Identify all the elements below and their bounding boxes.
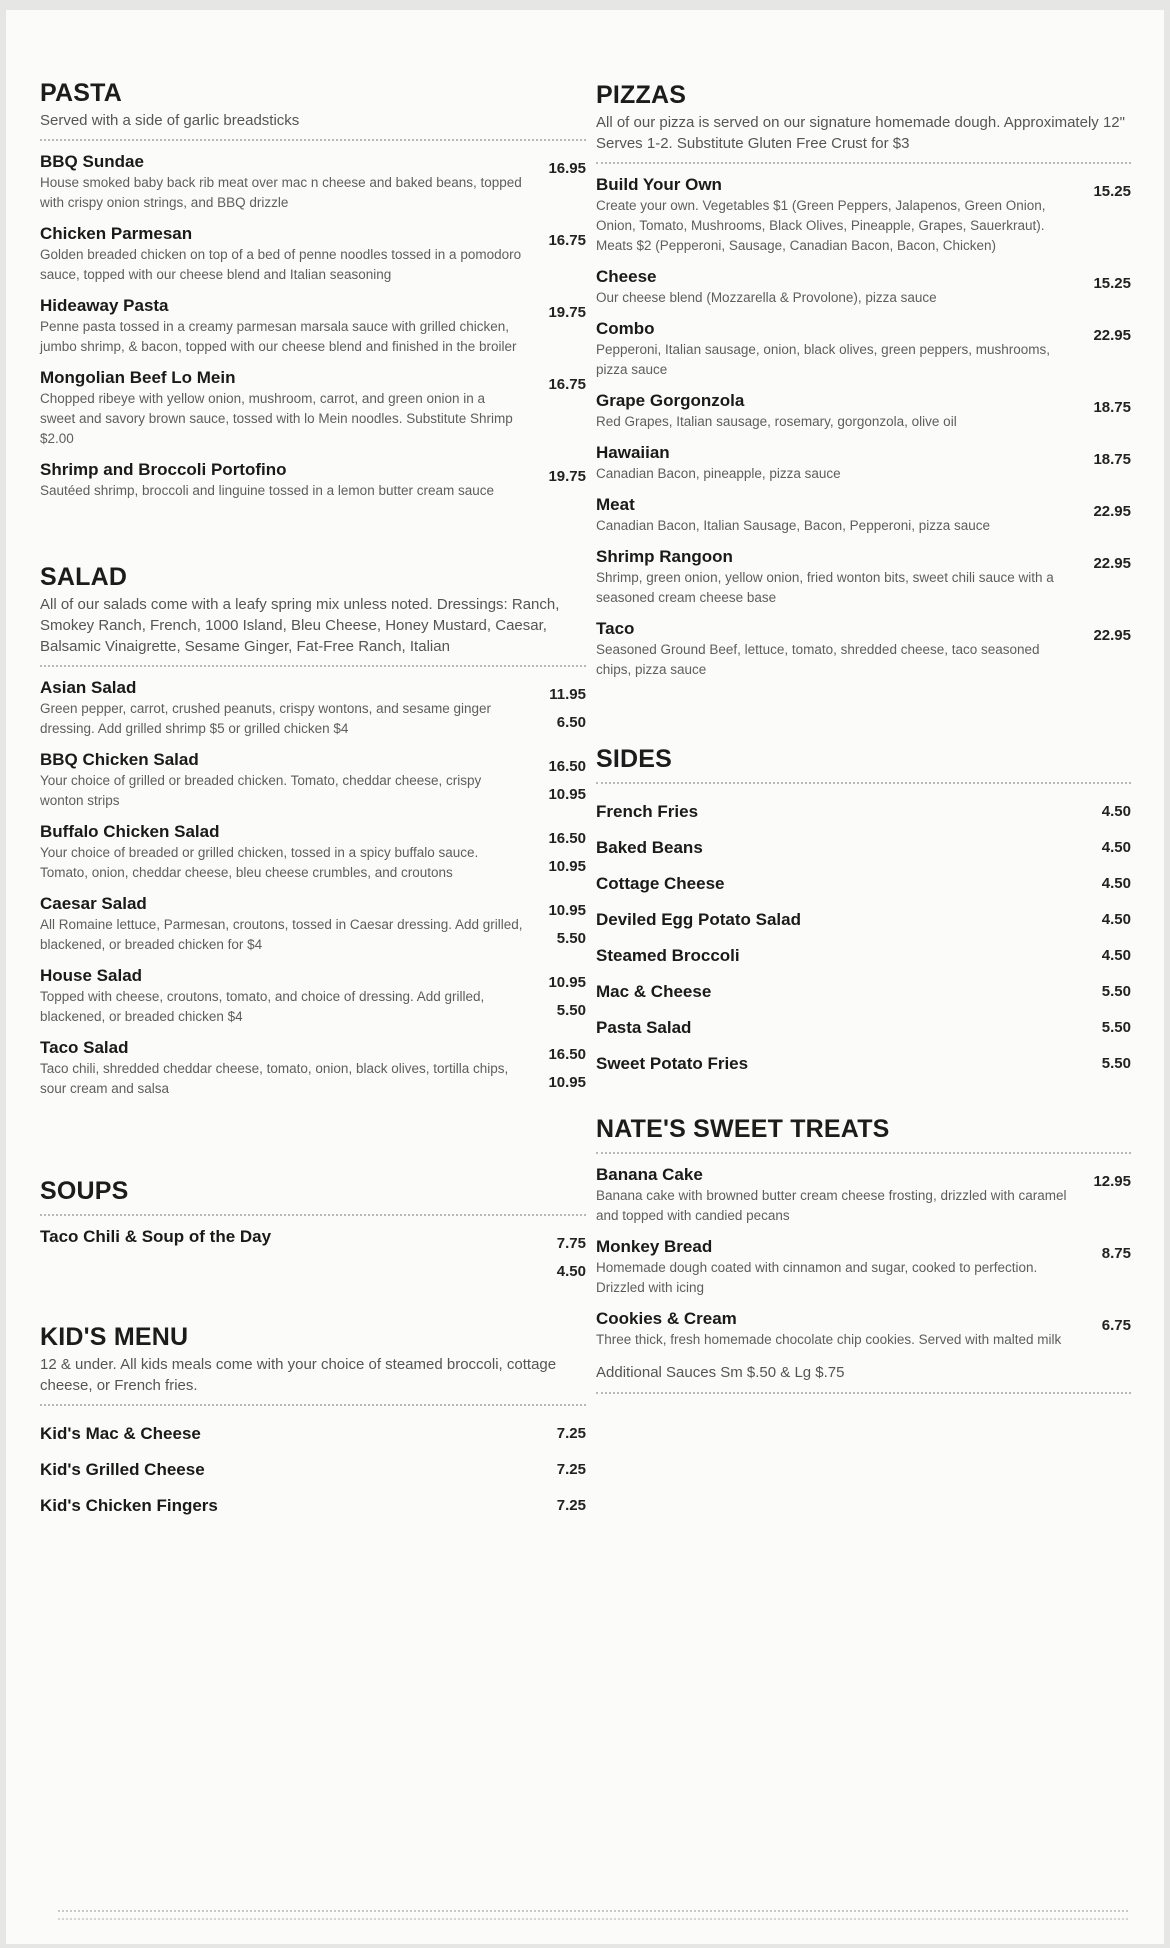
menu-item (40, 821, 586, 883)
price-stack (1093, 1168, 1131, 1196)
menu-item (596, 902, 1131, 938)
item-name: Mac & Cheese (596, 982, 712, 1001)
item-price: 22.95 (1093, 627, 1131, 644)
item-price: 16.75 (548, 232, 586, 249)
section-description: 12 & under. All kids meals come with your choice of steamed broccoli, cottage cheese, or French fries. (40, 1356, 557, 1394)
menu-sheet (6, 10, 1164, 1944)
item-description: Your choice of breaded or grilled chicken, tossed in a spicy buffalo sauce. Tomato, onion, cheddar cheese, bleu cheese crumbles, and croutons (40, 845, 479, 880)
item-price: 4.50 (1101, 911, 1131, 928)
price-stack (1093, 446, 1131, 474)
menu-item (596, 866, 1131, 902)
item-name: Kid's Mac & Cheese (40, 1424, 201, 1443)
price-stack (1093, 550, 1131, 578)
item-description: Pepperoni, Italian sausage, onion, black olives, green peppers, mushrooms, pizza sauce (596, 342, 1051, 377)
menu-item (596, 318, 1131, 380)
price-stack (1102, 978, 1131, 1006)
item-price: 6.75 (1101, 1317, 1131, 1334)
item-price: 16.75 (548, 376, 586, 393)
bottom-divider (58, 1910, 1128, 1912)
item-price-small: 10.95 (548, 1074, 586, 1091)
item-price: 12.95 (1093, 1173, 1131, 1190)
item-price: 19.75 (548, 468, 586, 485)
divider (40, 139, 586, 141)
price-stack (1093, 498, 1131, 526)
item-price: 4.50 (1101, 947, 1131, 964)
item-description: Green pepper, carrot, crushed peanuts, crispy wontons, and sesame ginger dressing. Add grilled shrimp $5 or grilled chicken $4 (40, 701, 492, 736)
item-price: 4.50 (1101, 875, 1131, 892)
item-description: Canadian Bacon, Italian Sausage, Bacon, Pepperoni, pizza sauce (596, 518, 991, 533)
price-stack (1102, 1240, 1131, 1268)
soups-section (40, 1176, 586, 1280)
divider (596, 1152, 1131, 1154)
item-description: Penne pasta tossed in a creamy parmesan marsala sauce with grilled chicken, jumbo shrimp, & bacon, topped with our cheese blend and finished in the broiler (40, 319, 517, 354)
item-name: Shrimp Rangoon (596, 547, 733, 566)
price-stack (1093, 394, 1131, 422)
section-title: SIDES (596, 745, 673, 773)
menu-item (596, 546, 1131, 608)
item-name: Sweet Potato Fries (596, 1054, 749, 1073)
menu-item (596, 1308, 1131, 1350)
menu-item (40, 223, 586, 285)
item-price-small: 10.95 (548, 786, 586, 803)
menu-item (40, 677, 586, 739)
item-name: Taco Salad (40, 1038, 129, 1057)
item-description: Seasoned Ground Beef, lettuce, tomato, shredded cheese, taco seasoned chips, pizza sauce (596, 642, 1040, 677)
item-price: 7.25 (556, 1425, 586, 1442)
item-name: Cheese (596, 267, 657, 286)
item-description: Your choice of grilled or breaded chicken. Tomato, cheddar cheese, crispy wonton strips (40, 773, 482, 808)
price-stack (1102, 942, 1131, 970)
price-stack (1102, 1312, 1131, 1340)
item-description: Homemade dough coated with cinnamon and sugar, cooked to perfection. Drizzled with icing (596, 1260, 1038, 1295)
price-stack (1093, 178, 1131, 206)
item-price: 4.50 (1101, 839, 1131, 856)
item-name: Caesar Salad (40, 894, 147, 913)
item-name: Buffalo Chicken Salad (40, 822, 220, 841)
item-price: 15.25 (1093, 275, 1131, 292)
price-stack (548, 371, 586, 399)
item-price: 15.25 (1093, 183, 1131, 200)
item-description: Taco chili, shredded cheddar cheese, tomato, onion, black olives, tortilla chips, sour cream and salsa (40, 1061, 509, 1096)
menu-item (40, 367, 586, 449)
item-price: 16.50 (548, 758, 586, 775)
item-price: 8.75 (1101, 1245, 1131, 1262)
item-description: Topped with cheese, croutons, tomato, and choice of dressing. Add grilled, blackened, or breaded chicken $4 (40, 989, 485, 1024)
soups-items (40, 1226, 586, 1280)
item-description: Sautéed shrimp, broccoli and linguine tossed in a lemon butter cream sauce (40, 483, 495, 498)
item-price: 22.95 (1093, 503, 1131, 520)
item-price: 5.50 (1101, 1019, 1131, 1036)
item-price: 11.95 (549, 686, 586, 703)
menu-item (40, 1037, 586, 1099)
price-stack (1102, 798, 1131, 826)
menu-item (596, 174, 1131, 256)
item-price: 7.25 (556, 1461, 586, 1478)
menu-item (40, 459, 586, 501)
item-name: Grape Gorgonzola (596, 391, 745, 410)
item-name: Meat (596, 495, 635, 514)
item-description: Create your own. Vegetables $1 (Green Peppers, Jalapenos, Green Onion, Onion, Tomato, Mushrooms, Black Olives, Pineapple, Grapes, Sauerkraut). Meats $2 (Pepperoni, Sausage, Canadian Bacon, Bacon, Chicken) (596, 198, 1046, 253)
divider (40, 665, 586, 667)
divider (596, 782, 1131, 784)
item-name: Asian Salad (40, 678, 137, 697)
item-name: Hideaway Pasta (40, 296, 169, 315)
menu-item (40, 1488, 586, 1524)
item-price: 10.95 (548, 902, 586, 919)
item-price: 10.95 (548, 974, 586, 991)
menu-item (40, 1452, 586, 1488)
section-title: PIZZAS (596, 81, 687, 109)
item-name: BBQ Sundae (40, 152, 144, 171)
item-name: Mongolian Beef Lo Mein (40, 368, 236, 387)
price-stack (548, 463, 586, 491)
price-stack (548, 227, 586, 255)
section-description: All of our salads come with a leafy spring mix unless noted. Dressings: Ranch, Smokey Ranch, French, 1000 Island, Bleu Cheese, Honey Mustard, Caesar, Balsamic Vinaigrette, Sesame Ginger, Fat-Free Ranch, Italian (40, 596, 560, 655)
sides-items (596, 794, 1131, 1082)
item-name: Shrimp and Broccoli Portofino (40, 460, 287, 479)
menu-item (596, 442, 1131, 484)
divider (40, 1214, 586, 1216)
menu-item (40, 893, 586, 955)
item-description: Canadian Bacon, pineapple, pizza sauce (596, 466, 841, 481)
item-name: Cottage Cheese (596, 874, 725, 893)
item-name: French Fries (596, 802, 699, 821)
menu-item (40, 1226, 586, 1280)
item-price: 22.95 (1093, 555, 1131, 572)
price-stack (549, 681, 586, 737)
price-stack (1102, 1014, 1131, 1042)
price-stack (1102, 870, 1131, 898)
item-name: Combo (596, 319, 655, 338)
price-stack (548, 753, 586, 809)
section-title: NATE'S SWEET TREATS (596, 1115, 890, 1143)
price-stack (548, 299, 586, 327)
item-price: 4.50 (1101, 803, 1131, 820)
section-description: Served with a side of garlic breadsticks (40, 112, 300, 129)
price-stack (1102, 906, 1131, 934)
pizzas-section (596, 80, 1131, 690)
kids-items (40, 1416, 586, 1524)
item-price: 19.75 (548, 304, 586, 321)
divider (596, 1392, 1131, 1394)
item-name: Build Your Own (596, 175, 722, 194)
item-price: 22.95 (1093, 327, 1131, 344)
bottom-divider (58, 1918, 1128, 1920)
item-description: Banana cake with browned butter cream cheese frosting, drizzled with caramel and topped with candied pecans (596, 1188, 1067, 1223)
item-price: 5.50 (1101, 1055, 1131, 1072)
menu-item (40, 1416, 586, 1452)
menu-item (40, 151, 586, 213)
menu-item (596, 830, 1131, 866)
salad-section (40, 562, 586, 1109)
sides-section (596, 744, 1131, 1082)
menu-item (596, 794, 1131, 830)
divider (40, 1404, 586, 1406)
menu-item (40, 965, 586, 1027)
menu-item (596, 390, 1131, 432)
item-price: 18.75 (1093, 451, 1131, 468)
item-price-small: 5.50 (556, 1002, 586, 1019)
item-description: Shrimp, green onion, yellow onion, fried wonton bits, sweet chili sauce with a seasoned cream cheese base (596, 570, 1054, 605)
item-name: Chicken Parmesan (40, 224, 193, 243)
price-stack (557, 1420, 586, 1448)
menu-item (596, 494, 1131, 536)
item-name: Hawaiian (596, 443, 670, 462)
item-name: House Salad (40, 966, 143, 985)
price-stack (548, 897, 586, 953)
section-title: SOUPS (40, 1177, 129, 1205)
item-price: 18.75 (1093, 399, 1131, 416)
item-price: 16.95 (548, 160, 586, 177)
item-price: 7.25 (556, 1497, 586, 1514)
item-name: Kid's Chicken Fingers (40, 1496, 218, 1515)
item-name: Monkey Bread (596, 1237, 713, 1256)
item-description: All Romaine lettuce, Parmesan, croutons, tossed in Caesar dressing. Add grilled, blackened, or breaded chicken for $4 (40, 917, 523, 952)
price-stack (1093, 622, 1131, 650)
item-price-small: 6.50 (556, 714, 586, 731)
item-description: Golden breaded chicken on top of a bed of penne noodles tossed in a pomodoro sauce, topped with our cheese blend and Italian seasoning (40, 247, 522, 282)
item-price-small: 5.50 (556, 930, 586, 947)
item-name: Taco (596, 619, 635, 638)
menu-item (596, 974, 1131, 1010)
price-stack (1093, 322, 1131, 350)
treats-items (596, 1164, 1131, 1350)
menu-item (40, 749, 586, 811)
salad-items (40, 677, 586, 1099)
section-title: KID'S MENU (40, 1323, 189, 1351)
menu-item (596, 618, 1131, 680)
pizzas-items (596, 174, 1131, 680)
pasta-items (40, 151, 586, 501)
menu-item (596, 938, 1131, 974)
menu-item (596, 266, 1131, 308)
menu-item (596, 1010, 1131, 1046)
pasta-section (40, 78, 586, 511)
price-stack (548, 969, 586, 1025)
price-stack (557, 1230, 586, 1286)
item-description: Our cheese blend (Mozzarella & Provolone), pizza sauce (596, 290, 937, 305)
item-name: Kid's Grilled Cheese (40, 1460, 205, 1479)
item-price: 5.50 (1101, 983, 1131, 1000)
item-description: House smoked baby back rib meat over mac n cheese and baked beans, topped with crispy onion strings, and BBQ drizzle (40, 175, 522, 210)
price-stack (548, 1041, 586, 1097)
menu-item (596, 1164, 1131, 1226)
section-title: SALAD (40, 563, 128, 591)
divider (596, 162, 1131, 164)
price-stack (548, 825, 586, 881)
price-stack (1102, 834, 1131, 862)
item-description: Three thick, fresh homemade chocolate chip cookies. Served with malted milk (596, 1332, 1062, 1347)
item-price: 16.50 (548, 1046, 586, 1063)
price-stack (1102, 1050, 1131, 1078)
menu-item (596, 1046, 1131, 1082)
item-price: 16.50 (548, 830, 586, 847)
kids-section (40, 1322, 586, 1524)
item-price-small: 4.50 (556, 1263, 586, 1280)
treats-section (596, 1114, 1131, 1404)
item-name: Steamed Broccoli (596, 946, 740, 965)
price-stack (557, 1456, 586, 1484)
item-name: Taco Chili & Soup of the Day (40, 1227, 272, 1246)
menu-item (596, 1236, 1131, 1298)
section-description: All of our pizza is served on our signature homemade dough. Approximately 12" Serves 1-2. Substitute Gluten Free Crust for $3 (596, 114, 1125, 152)
menu-item (40, 295, 586, 357)
item-name: Banana Cake (596, 1165, 703, 1184)
item-name: BBQ Chicken Salad (40, 750, 199, 769)
item-description: Red Grapes, Italian sausage, rosemary, gorgonzola, olive oil (596, 414, 957, 429)
item-name: Deviled Egg Potato Salad (596, 910, 801, 929)
item-name: Baked Beans (596, 838, 703, 857)
item-name: Cookies & Cream (596, 1309, 737, 1328)
item-description: Chopped ribeye with yellow onion, mushroom, carrot, and green onion in a sweet and savory brown sauce, tossed with lo Mein noodles. Substitute Shrimp $2.00 (40, 391, 513, 446)
price-stack (557, 1492, 586, 1520)
item-price: 7.75 (556, 1235, 586, 1252)
item-price-small: 10.95 (548, 858, 586, 875)
item-name: Pasta Salad (596, 1018, 692, 1037)
sauces-note: Additional Sauces Sm $.50 & Lg $.75 (596, 1364, 845, 1381)
price-stack (548, 155, 586, 183)
price-stack (1093, 270, 1131, 298)
section-title: PASTA (40, 79, 123, 107)
